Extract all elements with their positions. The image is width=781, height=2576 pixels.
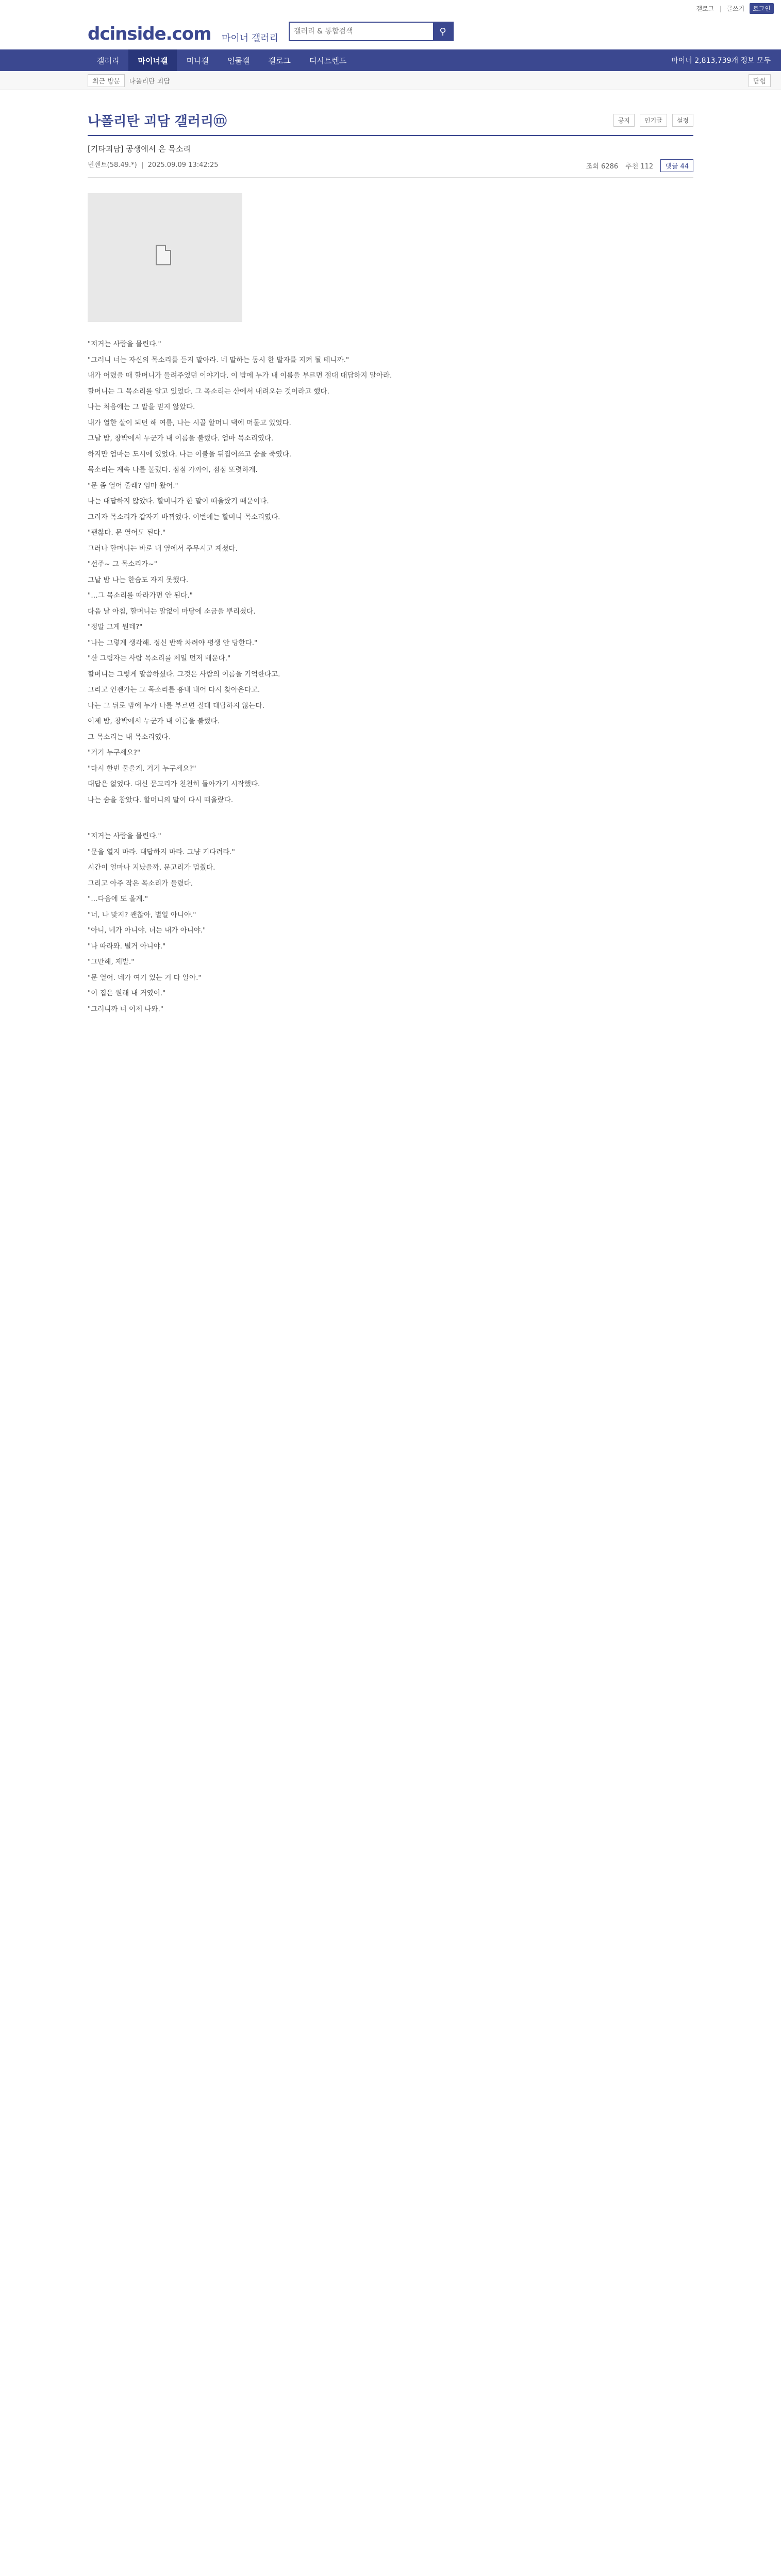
nav-gallery[interactable]: 갤러리	[97, 56, 120, 65]
body-line: 그러나 할머니는 바로 내 옆에서 주무시고 계셨다.	[88, 544, 238, 553]
body-line: 그러자 목소리가 갑자기 바뀌었다. 이번에는 할머니 목소리였다.	[88, 513, 280, 521]
site-logo[interactable]: dcinside.com	[88, 24, 211, 44]
nav-gallog[interactable]: 갤로그	[268, 56, 291, 65]
recent-gallery-link[interactable]: 나폴리탄 괴담	[129, 77, 170, 86]
post-meta: 빈센트(58.49.*) | 2025.09.09 13:42:25 조회 6286 추천 112 댓글 44	[88, 159, 693, 178]
body-line: 나는 숨을 참았다. 할머니의 말이 다시 떠올랐다.	[88, 795, 234, 804]
broken-image-icon	[156, 245, 171, 265]
top-links	[696, 3, 774, 14]
post-author[interactable]: 빈센트(58.49.*)	[88, 161, 137, 169]
body-line: 그리고 아주 작은 목소리가 들렸다.	[88, 879, 193, 888]
body-line: 나는 대답하지 않았다. 할머니가 한 말이 떠올랐기 때문이다.	[88, 497, 269, 505]
body-line: "산 그림자는 사람 목소리를 제일 먼저 배운다."	[88, 654, 231, 663]
body-line: "나 따라와. 별거 아니야."	[88, 942, 166, 951]
body-line: "저거는 사람을 물린다."	[88, 340, 161, 348]
body-line: 시간이 얼마나 지났을까. 문고리가 멈췄다.	[88, 863, 215, 872]
close-button[interactable]: 닫힘	[749, 74, 771, 87]
body-line: "아니, 네가 아니야. 너는 내가 아니야."	[88, 926, 206, 935]
post-title: [기타괴담] 공생에서 온 목소리	[88, 144, 191, 154]
body-line: 내가 어렸을 때 할머니가 들려주었던 이야기다. 이 밤에 누가 내 이름을 부르면 절대 대답하지 말아라.	[88, 371, 392, 380]
search-button[interactable]	[433, 23, 453, 40]
post-likes: 추천 112	[625, 163, 654, 171]
link-gallog[interactable]: 갤로그	[696, 5, 714, 12]
gallery-header	[88, 111, 693, 136]
top-bar	[0, 0, 781, 19]
post-views: 조회 6286	[586, 163, 619, 171]
post-body	[88, 336, 693, 1017]
body-line: 그리고 언젠가는 그 목소리를 흉내 내어 다시 찾아온다고.	[88, 686, 260, 694]
body-line: 어제 밤, 창밖에서 누군가 내 이름을 불렀다.	[88, 717, 220, 725]
nav-mini-gallery[interactable]: 미니갤	[186, 56, 209, 65]
body-line: "선주~ 그 목소리가~"	[88, 560, 157, 568]
body-line: "…다음에 또 올게."	[88, 895, 148, 903]
search-icon: ⚲	[439, 26, 446, 37]
body-line: "문 좀 열어 줄래? 엄마 왔어."	[88, 481, 178, 490]
body-line: 할머니는 그렇게 말씀하셨다. 그것은 사람의 이름을 기억한다고.	[88, 670, 280, 679]
site-subtitle[interactable]: 마이너 갤러리	[222, 33, 279, 44]
section-gap	[88, 808, 693, 828]
body-line: "정말 그게 뭔데?"	[88, 623, 143, 631]
body-line: 대답은 없었다. 대신 문고리가 천천히 돌아가기 시작했다.	[88, 780, 260, 788]
content	[88, 111, 693, 1017]
header	[0, 19, 781, 49]
login-button[interactable]: 로그인	[750, 3, 774, 14]
body-line: 그 목소리는 내 목소리였다.	[88, 733, 171, 741]
recent-visit-bar	[0, 71, 781, 90]
tool-notice[interactable]: 공지	[613, 114, 635, 127]
nav-trend[interactable]: 디시트렌드	[309, 56, 347, 65]
body-line: "…그 목소리를 따라가면 안 된다."	[88, 591, 193, 600]
post-comments[interactable]: 댓글 44	[660, 159, 693, 172]
body-line: "그러니까 너 이제 나와."	[88, 1005, 163, 1013]
body-line: 다음 날 아침, 할머니는 말없이 마당에 소금을 뿌리셨다.	[88, 607, 256, 616]
body-line: "그만해, 제발."	[88, 958, 135, 966]
tool-settings[interactable]: 설정	[672, 114, 693, 127]
gallery-title[interactable]: 나폴리탄 괴담 갤러리ⓜ	[88, 114, 227, 129]
gallery-tools	[613, 114, 693, 127]
body-line: "거기 누구세요?"	[88, 749, 141, 757]
body-line: "이 집은 원래 내 거였어."	[88, 989, 166, 997]
body-line: 나는 처음에는 그 말을 믿지 않았다.	[88, 403, 195, 411]
body-line: "너, 나 맞지? 괜찮아, 별일 아니야."	[88, 910, 196, 919]
body-line: 나는 그 뒤로 밤에 누가 나를 부르면 절대 대답하지 않는다.	[88, 701, 264, 710]
body-line: 하지만 엄마는 도시에 있었다. 나는 이불을 뒤집어쓰고 숨을 죽였다.	[88, 450, 292, 459]
divider: |	[719, 5, 722, 12]
nav-minor-gallery[interactable]: 마이너갤	[128, 49, 177, 71]
search-input[interactable]	[290, 23, 433, 40]
post-date: 2025.09.09 13:42:25	[147, 161, 219, 169]
body-line: "문 열어. 네가 여기 있는 거 다 알아."	[88, 973, 202, 982]
body-line: "그러니 너는 자신의 목소리를 듣지 말아라. 네 말하는 동시 한 발자를 지켜 될 테니까."	[88, 355, 350, 364]
post-image	[88, 193, 242, 322]
body-line: 할머니는 그 목소리를 알고 있었다. 그 목소리는 산에서 내려오는 것이라고 했다.	[88, 387, 329, 396]
body-line: "문을 열지 마라. 대답하지 마라. 그냥 기다려라."	[88, 848, 235, 856]
tool-popular[interactable]: 인기글	[640, 114, 667, 127]
body-line: 목소리는 계속 나를 불렀다. 점점 가까이, 점점 또렷하게.	[88, 466, 258, 474]
body-line: 그날 밤, 창밖에서 누군가 내 이름을 불렀다. 엄마 목소리였다.	[88, 434, 274, 443]
post-header	[88, 143, 693, 178]
link-write[interactable]: 글쓰기	[726, 5, 745, 12]
nav-gallery-count[interactable]: 마이너 2,813,739개 정보 모두	[671, 57, 771, 65]
nav-person-gallery[interactable]: 인물갤	[227, 56, 250, 65]
main-nav	[0, 49, 781, 71]
body-line: "다시 한번 물을게. 거기 누구세요?"	[88, 764, 196, 773]
body-line: "나는 그렇게 생각해. 정신 반짝 차려야 평생 안 당한다."	[88, 638, 258, 647]
recent-visit-chip[interactable]: 최근 방문	[88, 74, 125, 87]
body-line: "저거는 사람을 물린다."	[88, 832, 161, 840]
body-line: 내가 열한 살이 되던 해 여름, 나는 시골 할머니 댁에 머물고 있었다.	[88, 418, 291, 427]
search-box	[289, 22, 454, 41]
body-line: "괜찮다. 문 열어도 된다."	[88, 529, 166, 537]
body-line: 그날 밤 나는 한숨도 자지 못했다.	[88, 575, 189, 584]
